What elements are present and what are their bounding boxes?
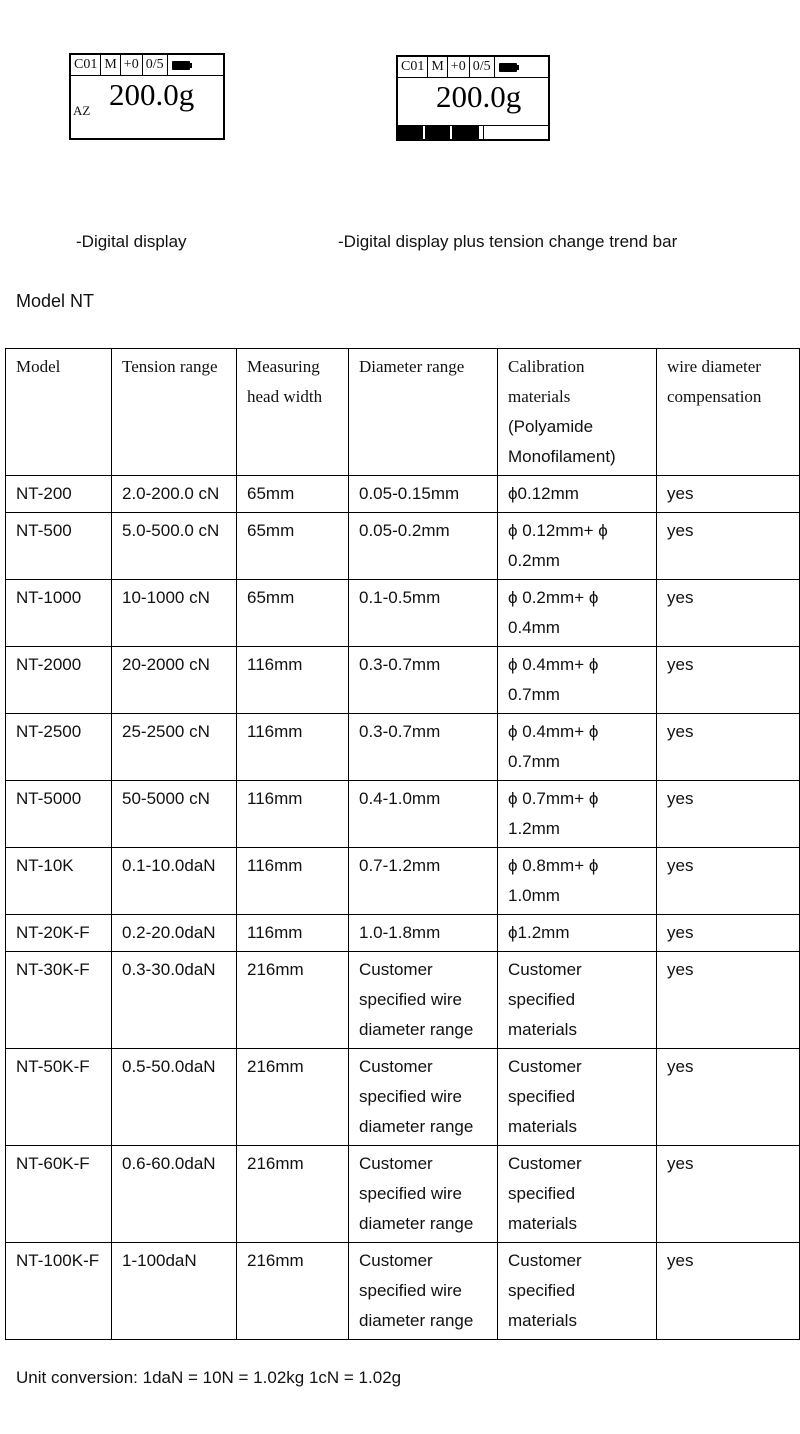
lcd-reading: 200.0g — [436, 79, 522, 114]
cell-head-width: 65mm — [237, 580, 349, 647]
cell-wire-compensation: yes — [657, 952, 800, 1049]
cell-head-width: 116mm — [237, 848, 349, 915]
cell-calibration-materials: Customer specified materials — [498, 1146, 657, 1243]
table-row — [6, 476, 800, 513]
cell-calibration-materials: Customer specified materials — [498, 1243, 657, 1340]
lcd-autozero-indicator: AZ — [73, 103, 91, 118]
cell-wire-compensation: yes — [657, 513, 800, 580]
header-wire-compensation: wire diameter compensation — [657, 349, 800, 476]
table-row — [6, 848, 800, 915]
cell-calibration-materials: ϕ 0.8mm+ ϕ 1.0mm — [498, 848, 657, 915]
cell-diameter-range: 0.3-0.7mm — [349, 647, 498, 714]
cell-wire-compensation: yes — [657, 848, 800, 915]
unit-conversion-note: Unit conversion: 1daN = 10N = 1.02kg 1cN = 1.02g — [16, 1368, 402, 1387]
trend-display-caption: -Digital display plus tension change trend bar — [338, 232, 678, 251]
cell-wire-compensation: yes — [657, 1243, 800, 1340]
cell-head-width: 216mm — [237, 1146, 349, 1243]
cell-calibration-materials: ϕ0.12mm — [498, 476, 657, 513]
cell-model: NT-100K-F — [6, 1243, 112, 1340]
table-row — [6, 714, 800, 781]
cell-diameter-range: 1.0-1.8mm — [349, 915, 498, 952]
table-row — [6, 1049, 800, 1146]
header-tension-range: Tension range — [112, 349, 237, 476]
trend-bar-marker — [478, 126, 484, 139]
cell-wire-compensation: yes — [657, 476, 800, 513]
cell-calibration-materials: ϕ 0.4mm+ ϕ 0.7mm — [498, 647, 657, 714]
lcd-status-row — [398, 57, 548, 78]
cell-model: NT-500 — [6, 513, 112, 580]
cell-model: NT-5000 — [6, 781, 112, 848]
cell-wire-compensation: yes — [657, 781, 800, 848]
cell-tension-range: 0.5-50.0daN — [112, 1049, 237, 1146]
cell-calibration-materials: ϕ 0.4mm+ ϕ 0.7mm — [498, 714, 657, 781]
digital-display-mockup — [69, 53, 225, 140]
cell-tension-range: 0.3-30.0daN — [112, 952, 237, 1049]
lcd-range: 0/5 — [470, 57, 495, 77]
lcd-range: 0/5 — [143, 55, 168, 75]
cell-diameter-range: Customer specified wire diameter range — [349, 1049, 498, 1146]
cell-head-width: 216mm — [237, 1243, 349, 1340]
cell-head-width: 116mm — [237, 647, 349, 714]
header-diameter-range: Diameter range — [349, 349, 498, 476]
cell-calibration-materials: Customer specified materials — [498, 1049, 657, 1146]
cell-calibration-materials: ϕ 0.7mm+ ϕ 1.2mm — [498, 781, 657, 848]
cell-wire-compensation: yes — [657, 915, 800, 952]
header-calibration-sub: (Polyamide Monofilament) — [508, 417, 616, 466]
lcd-channel: C01 — [398, 57, 428, 77]
cell-model: NT-1000 — [6, 580, 112, 647]
cell-calibration-materials: ϕ 0.2mm+ ϕ 0.4mm — [498, 580, 657, 647]
cell-diameter-range: Customer specified wire diameter range — [349, 1243, 498, 1340]
cell-diameter-range: 0.4-1.0mm — [349, 781, 498, 848]
cell-head-width: 116mm — [237, 714, 349, 781]
cell-model: NT-200 — [6, 476, 112, 513]
cell-head-width: 65mm — [237, 513, 349, 580]
lcd-offset: +0 — [121, 55, 143, 75]
cell-tension-range: 10-1000 cN — [112, 580, 237, 647]
cell-calibration-materials: ϕ1.2mm — [498, 915, 657, 952]
cell-tension-range: 1-100daN — [112, 1243, 237, 1340]
cell-tension-range: 5.0-500.0 cN — [112, 513, 237, 580]
cell-model: NT-2500 — [6, 714, 112, 781]
lcd-mode: M — [428, 57, 447, 77]
cell-tension-range: 0.2-20.0daN — [112, 915, 237, 952]
cell-diameter-range: Customer specified wire diameter range — [349, 1146, 498, 1243]
model-spec-table — [5, 348, 800, 1340]
cell-tension-range: 0.6-60.0daN — [112, 1146, 237, 1243]
cell-tension-range: 2.0-200.0 cN — [112, 476, 237, 513]
cell-wire-compensation: yes — [657, 714, 800, 781]
cell-tension-range: 25-2500 cN — [112, 714, 237, 781]
cell-model: NT-60K-F — [6, 1146, 112, 1243]
cell-head-width: 216mm — [237, 1049, 349, 1146]
digital-display-caption: -Digital display — [76, 232, 187, 251]
battery-icon — [168, 55, 196, 75]
cell-wire-compensation: yes — [657, 580, 800, 647]
cell-model: NT-50K-F — [6, 1049, 112, 1146]
cell-tension-range: 50-5000 cN — [112, 781, 237, 848]
cell-diameter-range: 0.05-0.15mm — [349, 476, 498, 513]
cell-calibration-materials: Customer specified materials — [498, 952, 657, 1049]
cell-wire-compensation: yes — [657, 647, 800, 714]
table-row — [6, 952, 800, 1049]
trend-bar-fill — [398, 126, 478, 139]
cell-diameter-range: 0.1-0.5mm — [349, 580, 498, 647]
cell-head-width: 116mm — [237, 781, 349, 848]
tension-trend-bar — [398, 125, 548, 139]
cell-model: NT-2000 — [6, 647, 112, 714]
cell-tension-range: 20-2000 cN — [112, 647, 237, 714]
trend-display-mockup — [396, 55, 550, 141]
cell-head-width: 116mm — [237, 915, 349, 952]
section-heading: Model NT — [16, 291, 95, 311]
cell-model: NT-10K — [6, 848, 112, 915]
header-calibration-materials: Calibration materials (Polyamide Monofilament) — [498, 349, 657, 476]
table-row — [6, 781, 800, 848]
table-row — [6, 647, 800, 714]
cell-diameter-range: 0.3-0.7mm — [349, 714, 498, 781]
table-row — [6, 580, 800, 647]
lcd-reading: 200.0g — [109, 77, 195, 112]
lcd-status-row — [71, 55, 223, 76]
header-head-width: Measuring head width — [237, 349, 349, 476]
cell-tension-range: 0.1-10.0daN — [112, 848, 237, 915]
table-row — [6, 1243, 800, 1340]
cell-diameter-range: 0.05-0.2mm — [349, 513, 498, 580]
header-model: Model — [6, 349, 112, 476]
cell-diameter-range: Customer specified wire diameter range — [349, 952, 498, 1049]
table-row — [6, 1146, 800, 1243]
cell-head-width: 65mm — [237, 476, 349, 513]
cell-wire-compensation: yes — [657, 1049, 800, 1146]
table-row — [6, 513, 800, 580]
lcd-mode: M — [101, 55, 120, 75]
cell-wire-compensation: yes — [657, 1146, 800, 1243]
table-header-row — [6, 349, 800, 476]
lcd-offset: +0 — [448, 57, 470, 77]
cell-diameter-range: 0.7-1.2mm — [349, 848, 498, 915]
cell-model: NT-20K-F — [6, 915, 112, 952]
cell-head-width: 216mm — [237, 952, 349, 1049]
battery-icon — [495, 57, 523, 77]
cell-calibration-materials: ϕ 0.12mm+ ϕ 0.2mm — [498, 513, 657, 580]
cell-model: NT-30K-F — [6, 952, 112, 1049]
table-row — [6, 915, 800, 952]
lcd-channel: C01 — [71, 55, 101, 75]
